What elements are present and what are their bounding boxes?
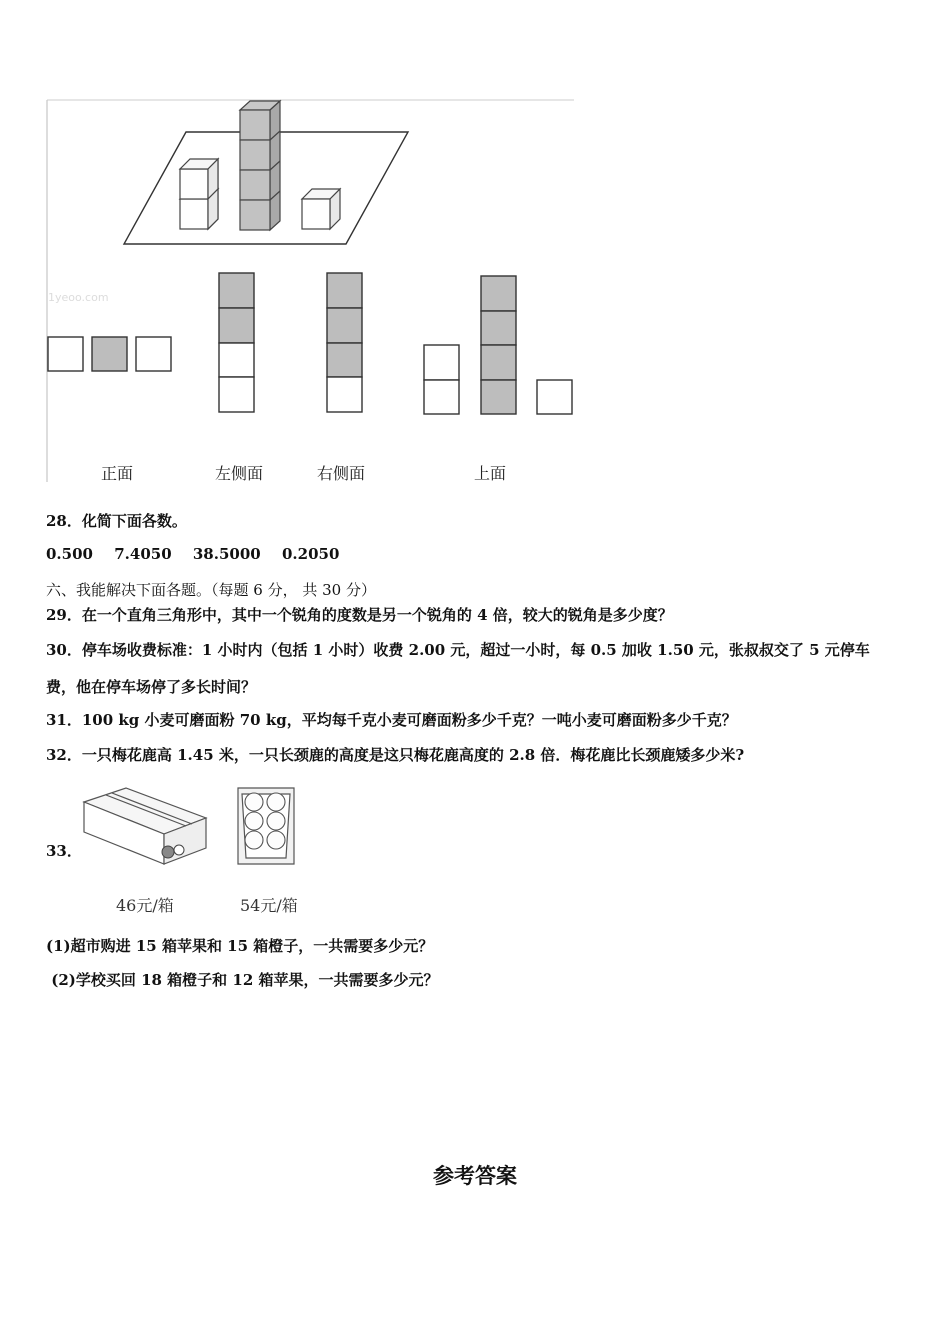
view-label-top: 上面 [474,464,507,483]
q30-text-line1: 30．停车场收费标准：1 小时内（包括 1 小时）收费 2.00 元，超过一小时，每 0.5 加收 1.50 元，张叔叔交了 5 元停车 [46,641,870,659]
view-label-front: 正面 [101,464,134,483]
q28-numbers [46,545,355,563]
q31-text: 31．100 kg 小麦可磨面粉 70 kg，平均每千克小麦可磨面粉多少千克？一吨小麦可磨面粉多少千克？ [46,711,737,729]
front-view [48,337,171,371]
q33-label: 33． [46,842,82,860]
apple-box [84,788,206,864]
left-side-view [219,273,254,412]
right-side-view [327,273,362,412]
q28-number: 0.500 [46,545,93,563]
stack-left-2-cubes [180,159,218,229]
q29-text: 29．在一个直角三角形中，其中一个锐角的度数是另一个锐角的 4 倍，较大的锐角是多少度？ [46,606,673,624]
apple-price: 46元/箱 [116,896,174,915]
stack-right-1-cube [302,189,340,229]
q33-boxes-figure [78,780,318,920]
stack-middle-4-cubes [240,101,280,230]
q28-text: 28．化简下面各数。 [46,512,187,530]
q28-number: 0.2050 [281,545,340,563]
watermark: 1yeoo.com [48,291,109,304]
view-label-right: 右侧面 [317,464,366,483]
q30-text-line2: 费，他在停车场停了多长时间？ [46,678,257,696]
q28-number: 38.5000 [192,545,261,563]
q33-sub1: (1)超市购进 15 箱苹果和 15 箱橙子，一共需要多少元？ [46,937,434,955]
cube-views-figure [46,98,576,488]
q33-sub2: (2)学校买回 18 箱橙子和 12 箱苹果，一共需要多少元？ [46,971,439,989]
orange-price: 54元/箱 [240,896,298,915]
section-6-heading: 六、我能解决下面各题。（每题 6 分， 共 30 分） [46,581,376,599]
q32-text: 32．一只梅花鹿高 1.45 米，一只长颈鹿的高度是这只梅花鹿高度的 2.8 倍．梅花鹿比长颈鹿矮多少米? [46,746,745,764]
top-view [424,276,572,414]
q28-number: 7.4050 [114,545,172,563]
view-label-left: 左侧面 [215,464,264,483]
answer-title: 参考答案 [433,1164,517,1188]
